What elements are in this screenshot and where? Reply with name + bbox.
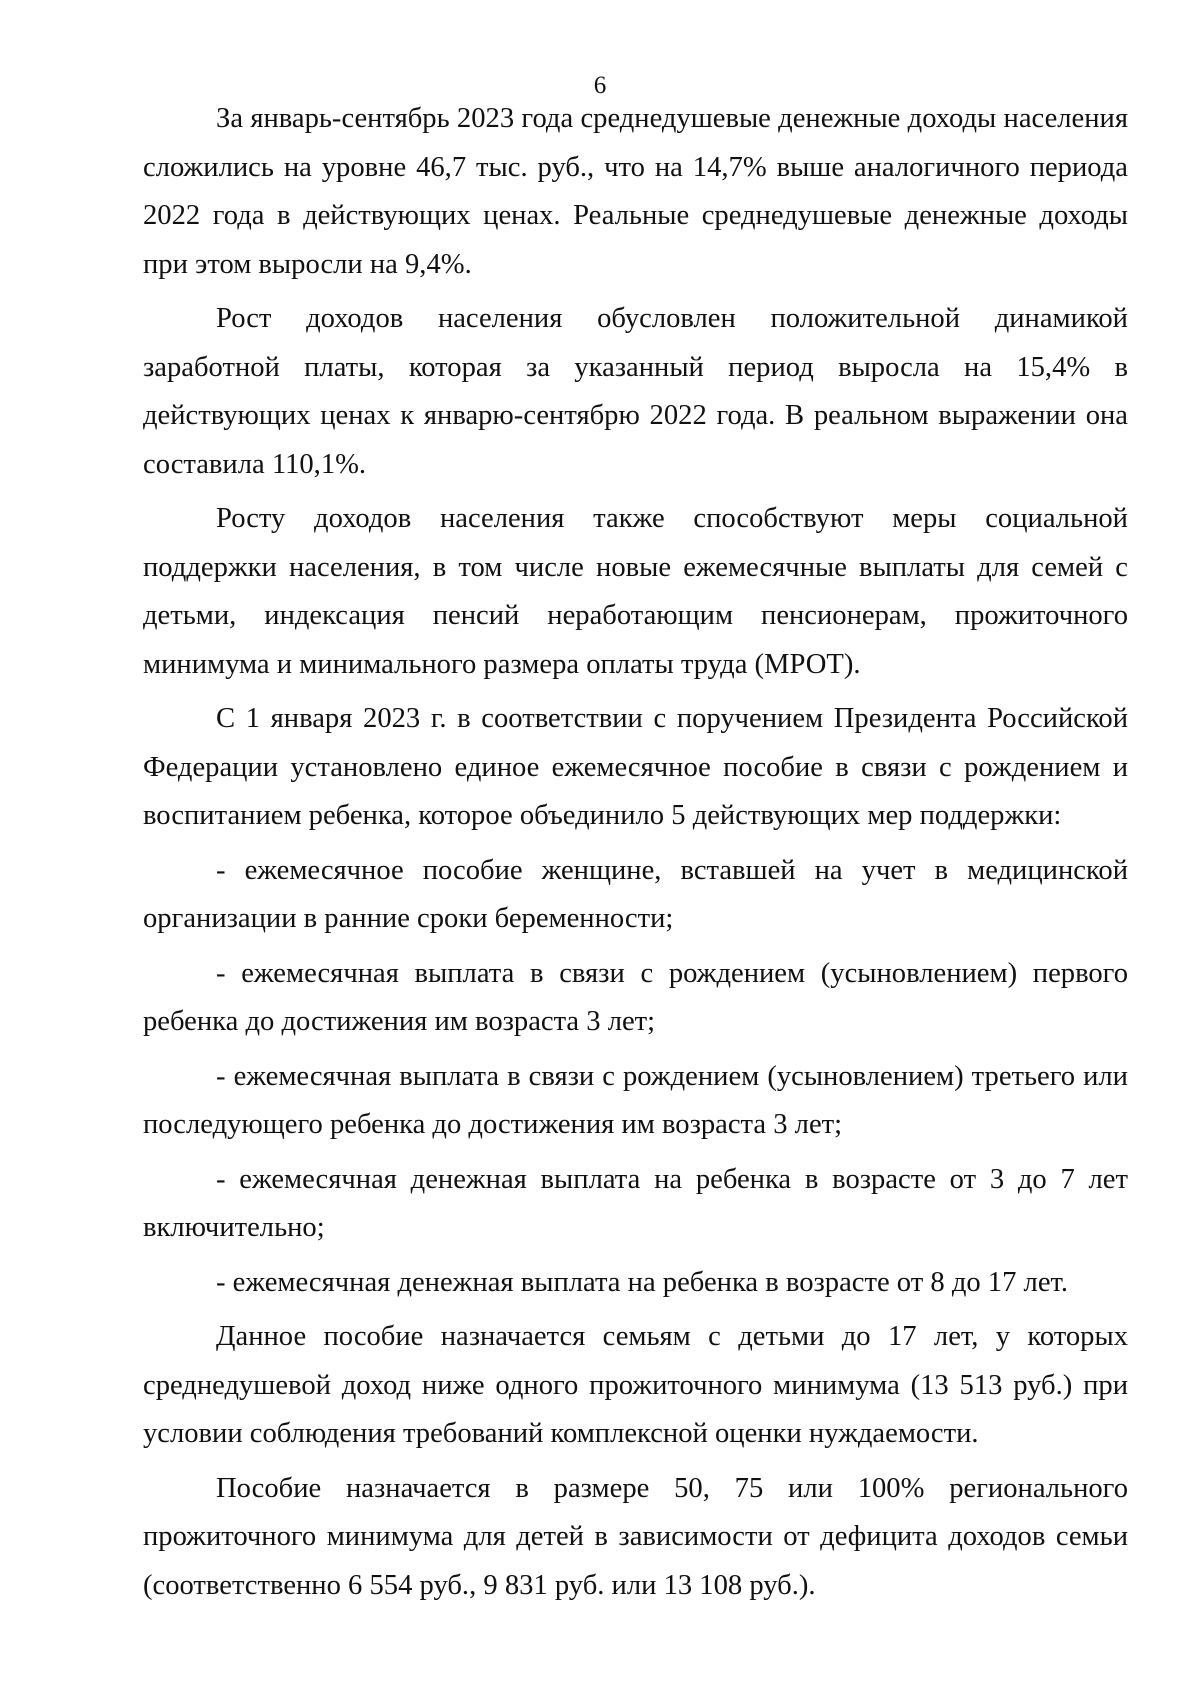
list-item-age-8-17-payment: - ежемесячная денежная выплата на ребенка в возрасте от 8 до 17 лет. — [216, 1266, 1069, 1298]
paragraph-income-growth-wages: Рост доходов населения обусловлен положительной динамикой заработной платы, которая за указанный период выросла на 15,4% в действующих ценах к январю-сентябрю 2022 года. В реальном выражении она составила 110,1%. — [143, 303, 1128, 480]
list-item-first-child-payment: - ежемесячная выплата в связи с рождением (усыновлением) первого ребенка до достижения им возраста 3 лет; — [143, 957, 1128, 1037]
paragraph-eligibility: Данное пособие назначается семьям с детьми до 17 лет, у которых среднедушевой доход ниже одного прожиточного минимума (13 513 руб.) при условии соблюдения требований комплексной оценки нуждаемости. — [143, 1321, 1128, 1449]
list-item-pregnancy-allowance: - ежемесячное пособие женщине, вставшей на учет в медицинской организации в ранние сроки беременности; — [143, 854, 1128, 934]
list-item-third-child-payment: - ежемесячная выплата в связи с рождением (усыновлением) третьего или последующего ребенка до достижения им возраста 3 лет; — [143, 1060, 1128, 1140]
document-body — [143, 95, 1128, 1616]
page-number: 6 — [593, 72, 607, 99]
list-item-age-3-7-payment: - ежемесячная денежная выплата на ребенка в возрасте от 3 до 7 лет включительно; — [143, 1163, 1128, 1243]
paragraph-income-overview: За январь-сентябрь 2023 года среднедушевые денежные доходы населения сложились на уровне 46,7 тыс. руб., что на 14,7% выше аналогичного периода 2022 года в действующих ценах. Реальные среднедушевые денежные доходы при этом выросли на 9,4%. — [143, 103, 1128, 280]
paragraph-unified-allowance: С 1 января 2023 г. в соответствии с поручением Президента Российской Федерации установлено единое ежемесячное пособие в связи с рождением и воспитанием ребенка, которое объединило 5 действующих мер поддержки: — [143, 703, 1128, 831]
paragraph-social-support: Росту доходов населения также способствуют меры социальной поддержки населения, в том числе новые ежемесячные выплаты для семей с детьми, индексация пенсий неработающим пенсионерам, прожиточного минимума и минимального размера оплаты труда (МРОТ). — [143, 503, 1128, 680]
paragraph-allowance-amounts: Пособие назначается в размере 50, 75 или 100% регионального прожиточного минимума для детей в зависимости от дефицита доходов семьи (соответственно 6 554 руб., 9 831 руб. или 13 108 руб.). — [143, 1472, 1128, 1601]
